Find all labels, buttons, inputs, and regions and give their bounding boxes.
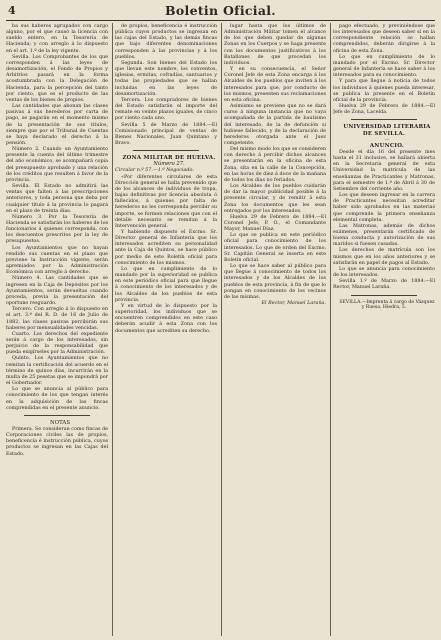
section-number: Número 27.	[153, 161, 185, 168]
header-rule	[6, 20, 435, 21]
paragraph: Cuarto. Los derechos del expediente serán á cargo de los interesados, sin perjuicio de la responsabilidad que pueda exigírseles por la Administración.	[6, 330, 108, 356]
paragraph: Y habiendo dispuesto el Excmo. Sr. Director general de Infantería que los interesados acrediten su personalidad ante la Caja de Quintos, se hace público por medio de este Boletín oficial para conocimiento de los mismos.	[115, 229, 217, 266]
paragraph: de propios, beneficencia é instrucción pública cuyos productos se ingresan en las cajas del Estado, y las demás fincas que bajo diferentes denominaciones corresponden á las provincias y á los pueblos.	[115, 23, 217, 60]
paragraph: Desde el día 16 del presente mes hasta el 31 inclusive, se hallará abierta en la Secretaría general de esta Universidad la matrícula de las enseñanzas de Practicantes y Matronas, para el semestre de 1.º de Abril á 30 de Setiembre del corriente año.	[333, 148, 435, 192]
signature: El Rector, Manuel Laraña.	[261, 300, 326, 307]
paragraph: Del mismo modo los que se consideren con derecho á percibir dichos alcances se presentarán en la oficina de esta Zona, sita en la calle de la Concepción, en las horas de diez á doce de la mañana de todos los días no feriados.	[224, 146, 326, 183]
circular-text	[115, 174, 217, 334]
paragraph: lugar hasta que los últimos de Administración Militar tomen el alcance de los que deben quedar de algunas Zonas en los Cuerpos y se haga presente con los documentos justificativos á los Batallones de que procedan los individuos.	[224, 23, 326, 66]
column-4-text	[333, 23, 435, 115]
paragraph: Huelva 29 de Febrero de 1884.—El Coronel Jefe, P. O., el Comandante Mayor, Manuel Díaz.	[224, 213, 326, 233]
paragraph: Primera. Se consideran como fincas de Corporaciones civiles las de propios, beneficencia é instrucción pública, cuyos productos se ingresan en las Cajas del Estado.	[6, 426, 108, 457]
column-1	[6, 23, 108, 636]
paragraph: Huelva 29 de Febrero de 1884.—El Jefe de Zona, Lacelda.	[333, 103, 435, 116]
paragraph: Las Matronas, además de dichos exámenes, presentarán certificado de buena conducta y autorización de sus maridos si fuesen casadas.	[333, 222, 435, 248]
paragraph: Y en su consecuencia, el Señor Coronel Jefe de esta Zona encarga á los Alcaldes de los pueblos que inviten á los interesados para que, por conducto de los mismos, presenten sus reclamaciones en esta oficina.	[224, 66, 326, 103]
column-4	[333, 23, 435, 636]
announcement-title: ANUNCIO.	[369, 142, 405, 149]
paragraph: Sevilla. Los Comprobantes de los que corresponden á las leyes de desamortización, el Fondo de Propios y Arbitrios pasará en la forma acostumbrada con la Delegación de Hacienda, para la percepción del tanto por ciento, que es el producto de las ventas de los bienes de propios.	[6, 53, 108, 103]
columns	[6, 23, 436, 636]
paragraph: «Por diferentes circulares de esta Dirección general se halla prevenido que de los alcances de individuos de tropa, bajas definitivas por licencia absoluta ó fallecidos, á quienes por falta de herederos no les corresponda percibir su importe, se formen relaciones que con el detalle necesario se remitan á la Intervención general.	[115, 173, 217, 229]
paragraph: Sevilla 1.º de Marzo de 1884.—El Rector, Manuel Laraña.	[333, 278, 435, 291]
paragraph: Tercera. Los compradores de bienes del Estado satisfarán el importe del remate en veinte plazos iguales, de cinco por ciento cada uno.	[115, 96, 217, 122]
section-number: —	[384, 136, 390, 143]
paragraph: Lo que se hace saber al público para que llegue á conocimiento de todos los interesados y de los Alcaldes de los pueblos de esta provincia, á fin de que lo pongan en conocimiento de los vecinos de las mismas.	[224, 263, 326, 300]
section-rule	[24, 415, 90, 416]
paragraph: pago efectuado, y previniéndose que los interesados que deseen saber si en la correspondiente relación se hallan comprendidos, deberán dirigirse á la oficina de esta Zona.	[333, 23, 435, 54]
announcement-text	[333, 149, 435, 291]
paragraph: Quinto. Los Ayuntamientos que no remitan la certificación del acuerdo en el término de quince días, incurrirán en la multa de 25 pesetas que se impondrá por el Gobernador.	[6, 355, 108, 387]
column-divider	[221, 23, 222, 636]
paragraph: Número 2. Cuando un Ayuntamiento presente la cuenta del último trimestre del año económico, se acompañará copia del presupuesto aprobado y una relación de los créditos que resulten á favor de la provincia.	[6, 146, 108, 183]
section-rule	[133, 150, 199, 151]
paragraph: Lo que se publica en este periódico oficial para conocimiento de los interesados. Lo que de orden del Excmo. Sr. Capitán General se inserta en este Boletín oficial.	[224, 232, 326, 263]
page-header	[6, 3, 435, 19]
paragraph: Y para que llegue á noticia de todos los individuos á quienes pueda interesar, se publica la presente en el Boletín oficial de la provincia.	[333, 78, 435, 103]
paragraph: ba sus haberes agrupados con cargo alguno, por el que causó la licencia con sueldo entero, en la Tesorería de Hacienda; y con arreglo á lo dispuesto en el art. 1.º de la ley vigente.	[6, 23, 108, 54]
paragraph: Lo que en cumplimiento de lo mandado por la superioridad se publica en este periódico oficial para que llegue á conocimiento de los interesados y de los Alcaldes de los pueblos de esta provincia.	[115, 265, 217, 303]
paragraph: Lo que en cumplimiento de lo mandado por el Excmo. Sr. Director general de Infantería se hace saber á los interesados para su conocimiento.	[333, 53, 435, 79]
paragraph: Tercero. Con arreglo á lo dispuesto en el art. 3.º del R. D. de 16 de Julio de 1882, las clases pasivas percibirán sus haberes por mensualidades vencidas.	[6, 306, 108, 331]
column-divider	[112, 23, 113, 636]
section-rule	[351, 119, 417, 120]
paragraph: Segunda. Son bienes del Estado los que llevan este nombre, los conventos, iglesias, ermitas, cofradías, santuarios y todas las propiedades que se hallan incluidas en las leyes de desamortización.	[115, 59, 217, 97]
paragraph: Lo que se anuncia al público para conocimiento de los que tengan interés en la adquisición de las fincas comprendidas en el presente anuncio.	[6, 386, 108, 411]
masthead-title: Boletin Oficial.	[165, 3, 276, 18]
circular-heading: Circular n.º 57.—1.º Negociado.	[115, 167, 194, 174]
paragraph: Y en virtud de lo dispuesto por la superioridad, los individuos que se encuentren comprendidos en este caso deberán acudir á esta Zona con los documentos que acrediten su derecho.	[115, 302, 217, 334]
paragraph: Número 3. Por la Tesorería de Hacienda se satisfarán los haberes de los funcionarios á quienes corresponda, con los descuentos prescritos por la ley de presupuestos.	[6, 213, 108, 245]
page-number: 4	[8, 4, 16, 17]
paragraph: Las cantidades que abonan las clases pasivas á sus herederos por carta de pago, se pagarán en el momento mismo de la presentación de sus títulos, siempre que por el Tribunal de Cuentas se haya declarado el derecho á la pensión.	[6, 103, 108, 146]
column-1-text	[6, 23, 108, 411]
notes-text	[6, 426, 108, 457]
paragraph: Asimismo se previene que no se dará curso á ninguna instancia que no vaya acompañada de la partida de bautismo del interesado, de la de defunción si hubiese fallecido, y de la declaración de herederos otorgada ante el Juez competente.	[224, 103, 326, 146]
section-title-zona-militar: ZONA MILITAR DE HUELVA.	[122, 155, 216, 162]
section-title-universidad: UNIVERSIDAD LITERARIA DE SEVILLA.	[343, 124, 431, 137]
notes-title: NOTAS	[49, 419, 71, 426]
column-2	[115, 23, 217, 636]
imprint: SEVILLA.—Imprenta á cargo de Vázquez y Ruesa, Hiedra, 5.	[339, 299, 435, 311]
paragraph: Sevilla 5 de Marzo de 1884.—El Comisionado principal de ventas de Bienes Nacionales, Juan Quintano y Bravo.	[115, 121, 217, 146]
paragraph: Los que deseen ingresar en la carrera de Practicantes necesitan acreditar haber sido aprobados en las materias que comprende la primera enseñanza elemental completa.	[333, 192, 435, 223]
paragraph: Número 4. Las cantidades que se ingresen en la Caja de Depósitos por los Ayuntamientos, serán devueltas cuando proceda, previa la presentación del oportuno resguardo.	[6, 275, 108, 307]
section-rule	[351, 295, 417, 296]
paragraph: Los Alcaldes de los pueblos cuidarán de dar la mayor publicidad posible á la presente circular, y de remitir á esta Zona los documentos que les sean entregados por los interesados.	[224, 183, 326, 214]
column-2-text	[115, 23, 217, 146]
paragraph: Los Ayuntamientos que no hayan rendido sus cuentas en el plazo que previene la Instrucción vigente, serán apremiados por la Administración Económica con arreglo á derecho.	[6, 244, 108, 276]
paragraph: Los derechos de matrícula son los mismos que en los años anteriores y se satisfarán en papel de pagos al Estado.	[333, 247, 435, 266]
column-3-text	[224, 23, 326, 300]
paragraph: Sevilla. El Estado no admitirá las ventas que falten á las prescripciones anteriores, y toda persona que deba por cualquier título á la provincia lo pagará en el plazo de treinta días.	[6, 183, 108, 214]
paragraph: Lo que se anuncia para conocimiento de los interesados.	[333, 265, 435, 279]
column-3	[224, 23, 326, 636]
column-divider	[330, 23, 331, 636]
